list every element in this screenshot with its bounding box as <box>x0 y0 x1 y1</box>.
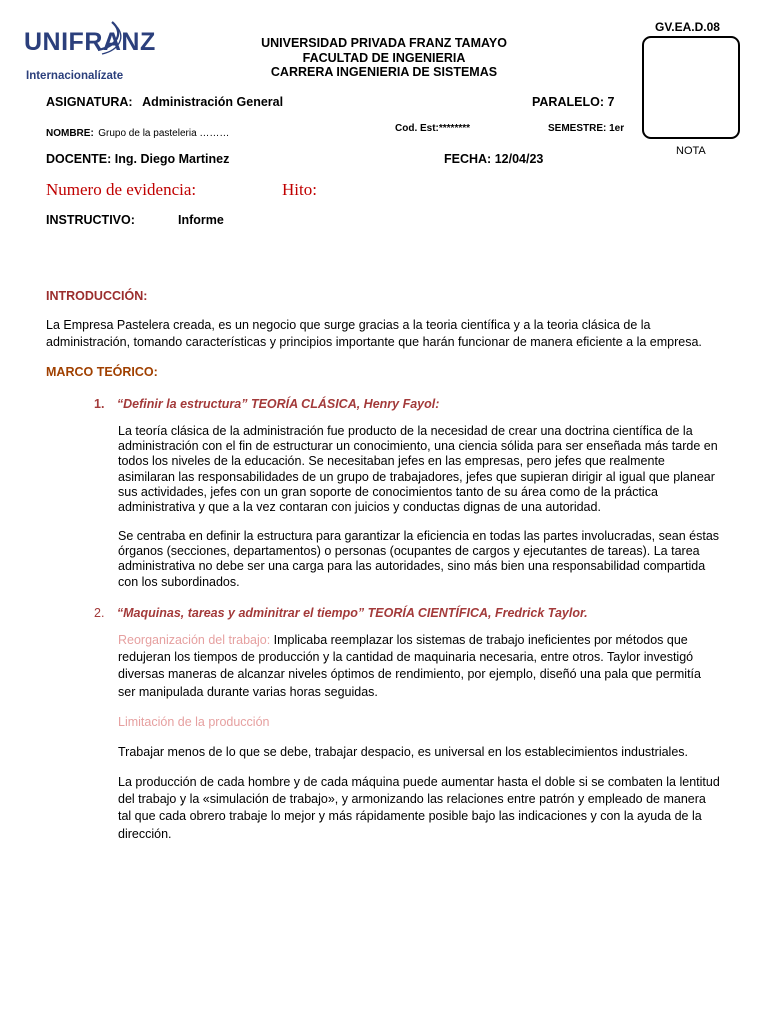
text-line: del trabajo y la «simulación de trabajo», y armonizando las relaciones entre patrón y empleado de manera <box>118 792 706 807</box>
item-1-number: 1. <box>94 397 105 411</box>
subject-value: Administración General <box>142 95 284 109</box>
text-line: redujeran los tiempos de producción y la cantidad de maquinaria necesaria, entre otros. Taylor investigó <box>118 650 694 665</box>
introduction-heading: INTRODUCCIÓN: <box>46 289 148 303</box>
document-code: GV.EA.D.08 <box>655 20 720 34</box>
text-line: diversas maneras de alcanzar niveles óptimos de rendimiento, por ejemplo, diseñó una pala que permitía <box>118 667 701 682</box>
name-value: Grupo de la pasteleria ……… <box>98 128 230 139</box>
instructive-label: INSTRUCTIVO: <box>46 213 135 227</box>
introduction-line: administración, tomando características y principios importante que harán funcionar de manera eficiente a la empresa. <box>46 335 702 350</box>
student-code-field: Cod. Est:******** <box>395 123 471 134</box>
text-line: sus actividades, jefes con un gran soporte de conocimientos tanto de su área como de la práctica <box>118 484 658 499</box>
text-line: todos los niveles de la educación. Se necesitaban jefes en las empresas, pero jefes que realmente <box>118 454 665 469</box>
text-line: órganos (secciones, departamentos) o personas (ocupantes de cargos y ejecutantes de tareas). La tarea <box>118 544 700 559</box>
item-2-title: “Maquinas, tareas y adminitrar el tiempo” TEORÍA CIENTÍFICA, Fredrick Taylor. <box>116 606 588 620</box>
item-1-heading <box>94 395 439 413</box>
item-2-heading <box>94 604 588 622</box>
text-line: con los subordinados. <box>118 574 240 589</box>
subject-label: ASIGNATURA: <box>46 95 133 109</box>
introduction-line: La Empresa Pastelera creada, es un negocio que surge gracias a la teoria científica y a la teoria clásica de la <box>46 318 651 332</box>
production-limit-label: Limitación de la producción <box>118 715 270 729</box>
text-line: administrativa y que a la vez contaran con juicios y conductas dignas de una autoridad. <box>118 500 601 515</box>
name-label: NOMBRE: <box>46 128 94 139</box>
career-name: CARRERA INGENIERIA DE SISTEMAS <box>270 65 498 79</box>
evidence-number-field: Numero de evidencia: <box>46 180 197 199</box>
text-line: administrativa no debe ser una carga para las autoridades, sino más bien una responsabilidad compartida <box>118 559 706 574</box>
text-line: asimilaran las responsabilidades de un grupo de trabajadores, jefes que supieran dirigir al igual que planear <box>118 469 715 484</box>
grade-label: NOTA <box>676 145 706 157</box>
reorganization-label: Reorganización del trabajo: <box>118 633 271 647</box>
production-paragraph <box>118 775 748 842</box>
milestone-field: Hito: <box>282 180 317 199</box>
text-line: ser manipulada durante varias horas seguidas. <box>118 684 378 699</box>
teacher-field: DOCENTE: Ing. Diego Martinez <box>46 152 230 166</box>
name-field <box>46 123 229 141</box>
logo-wordmark: UNIFRANZ <box>24 28 156 56</box>
date-field: FECHA: 12/04/23 <box>444 152 544 166</box>
text-line: Se centraba en definir la estructura para garantizar la eficiencia en todas las partes involucradas, sean éstas <box>118 529 720 543</box>
work-less-paragraph: Trabajar menos de lo que se debe, trabajar despacio, es universal en los establecimientos industriales. <box>118 745 688 759</box>
semester-field: SEMESTRE: 1er <box>548 123 625 134</box>
grade-box <box>642 36 740 139</box>
subject-field <box>46 95 283 109</box>
parallel-field: PARALELO: 7 <box>532 95 615 109</box>
item-2-number: 2. <box>94 606 105 620</box>
text-line: administración con el fin de estructurar un conocimiento, una ciencia sólida para ser enseñada más tarde en <box>118 439 718 454</box>
logo-tagline: Internacionalízate <box>26 70 124 82</box>
item-1-paragraph-1 <box>118 424 748 515</box>
introduction-text <box>46 318 746 350</box>
theory-heading: MARCO TEÓRICO: <box>46 365 158 379</box>
faculty-name: FACULTAD DE INGENIERIA <box>302 51 466 65</box>
text-line: tal que cada obrero trabaje lo mejor y más rápidamente posible bajo las indicaciones y con la ayuda de la <box>118 809 702 824</box>
item-1-title: “Definir la estructura” TEORÍA CLÁSICA, Henry Fayol: <box>116 397 440 411</box>
text-line: La teoría clásica de la administración fue producto de la necesidad de crear una doctrina científica de la <box>118 424 693 438</box>
reorganization-paragraph <box>118 633 748 700</box>
reorganization-first-line: Implicaba reemplazar los sistemas de trabajo ineficientes por métodos que <box>270 633 688 647</box>
instructive-value: Informe <box>178 213 224 227</box>
university-name: UNIVERSIDAD PRIVADA FRANZ TAMAYO <box>261 36 507 50</box>
item-1-paragraph-2 <box>118 529 748 590</box>
text-line: dirección. <box>118 826 172 841</box>
logo-swoosh-icon <box>92 20 128 60</box>
text-line: La producción de cada hombre y de cada máquina puede aumentar hasta el doble si se combaten la lentitud <box>118 775 720 789</box>
